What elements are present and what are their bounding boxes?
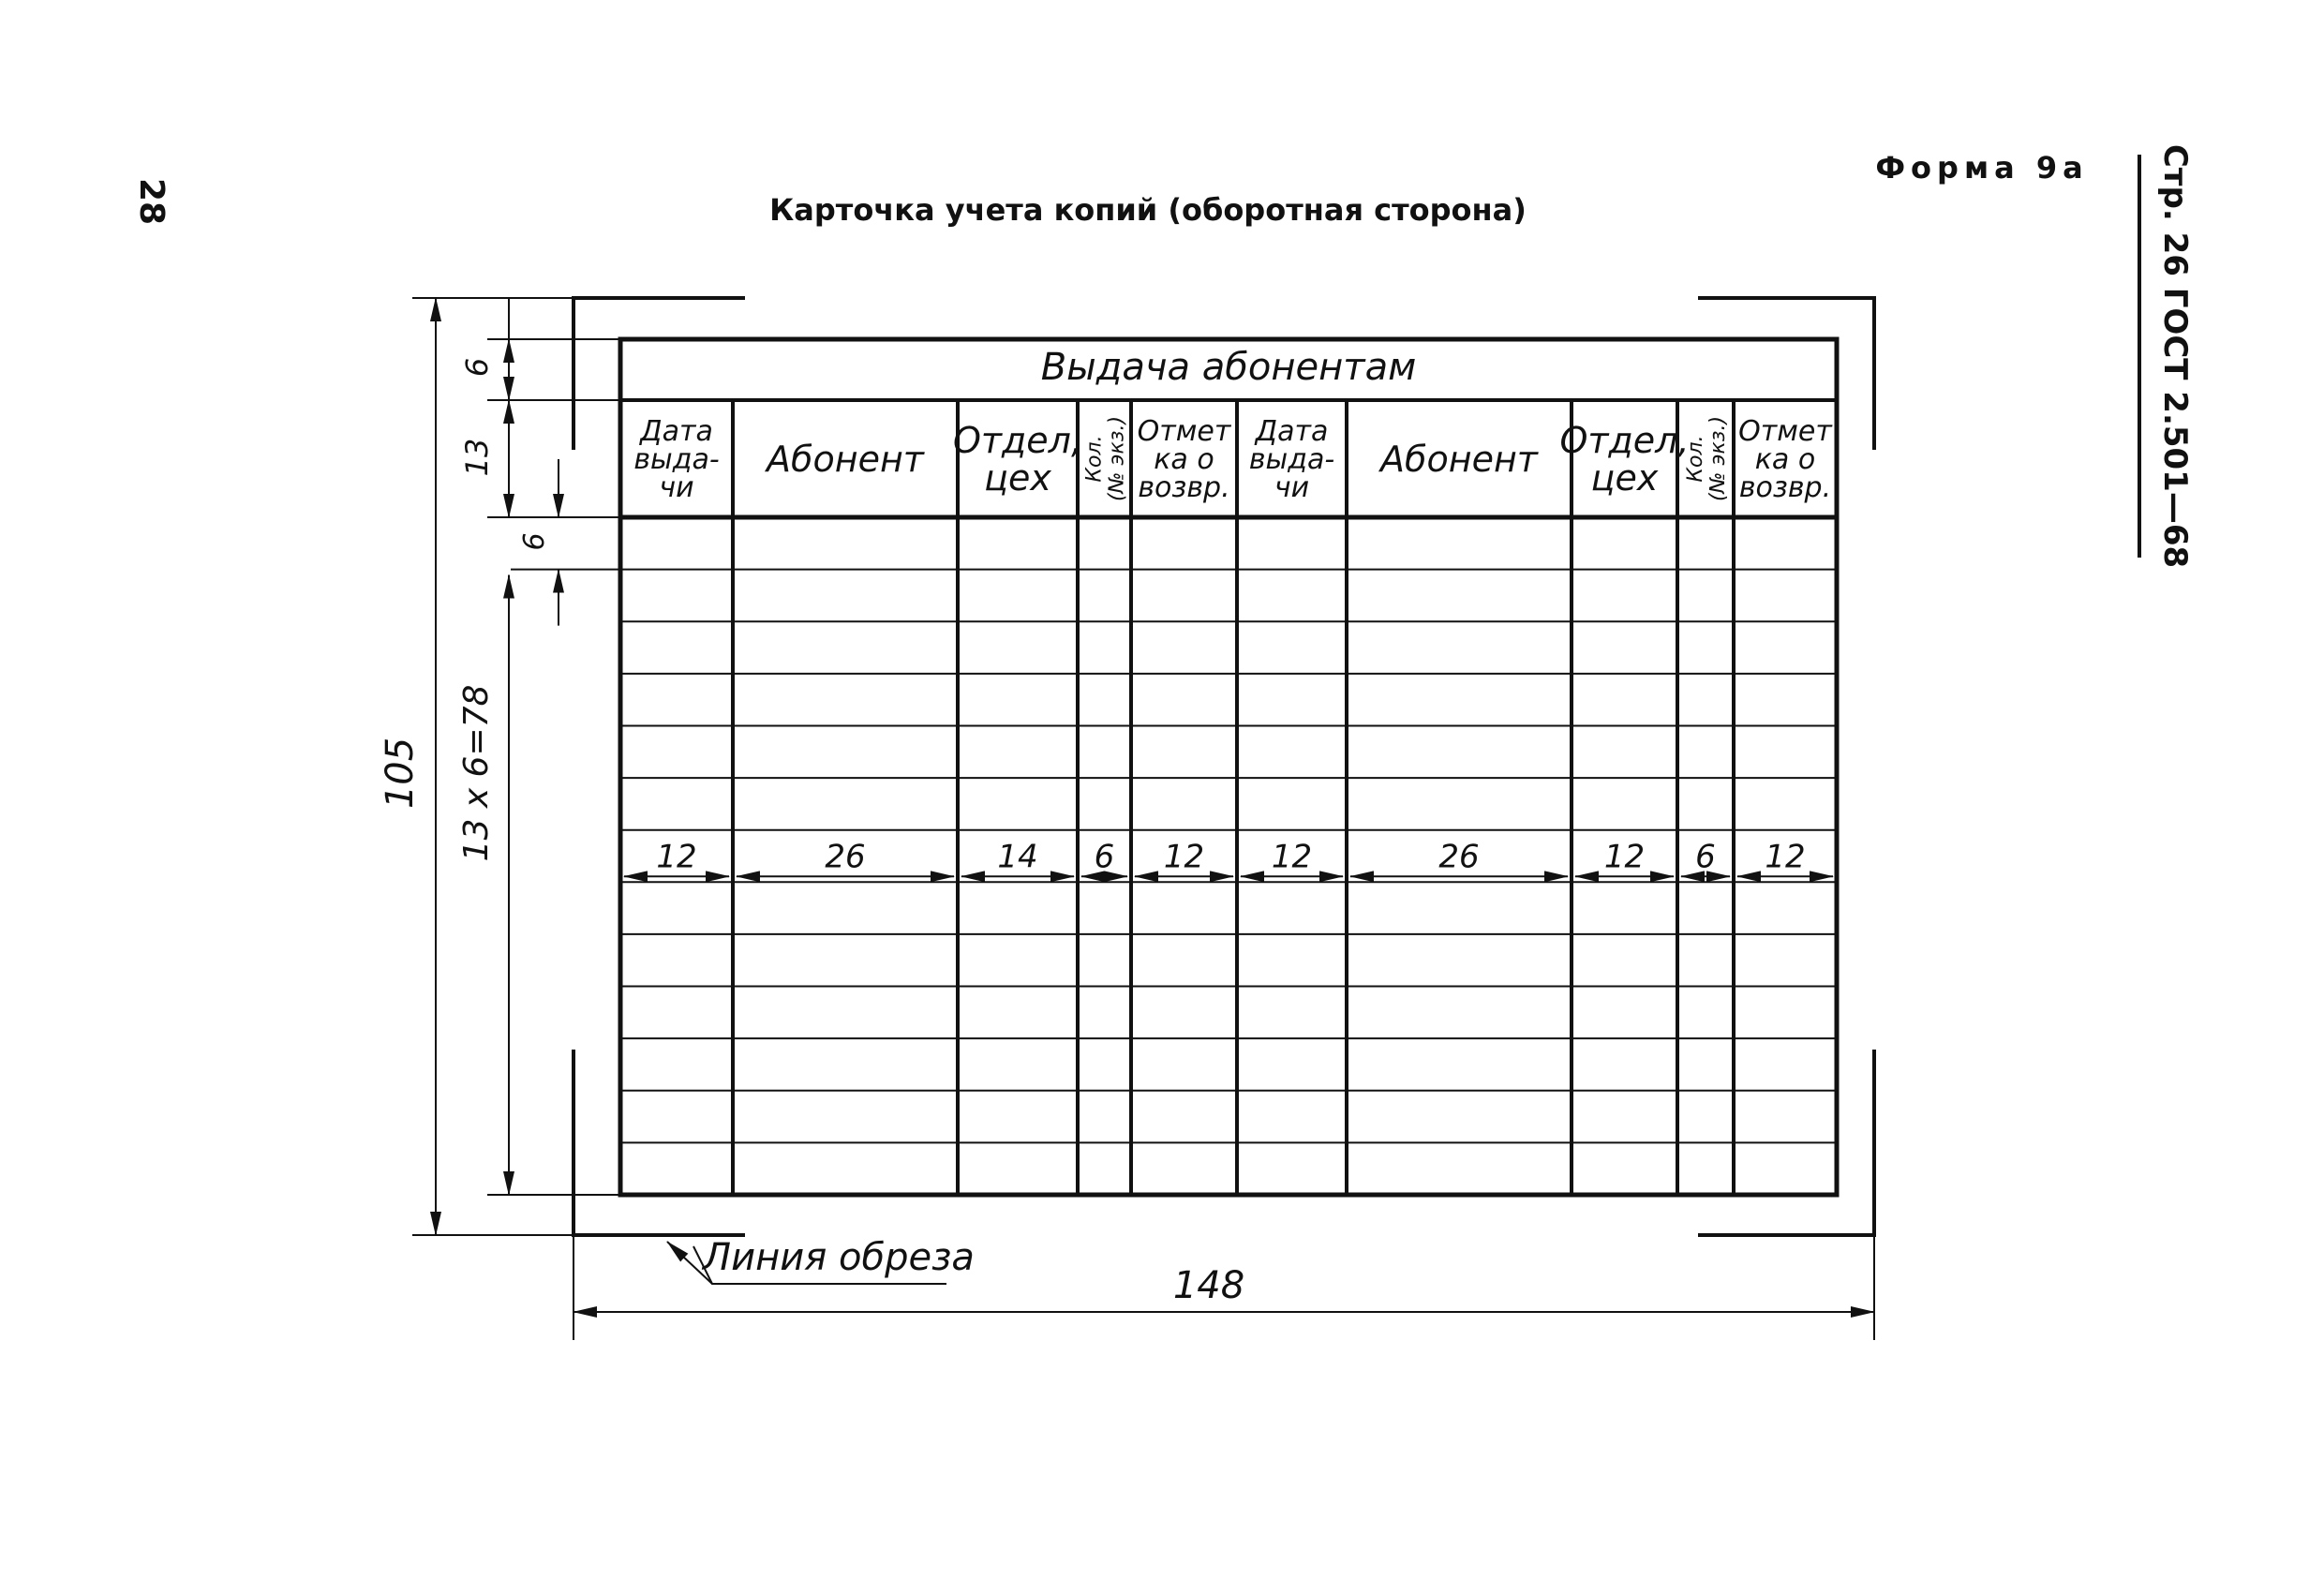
table-text [633,346,1833,875]
column-label: Дата выда-чи [1248,415,1335,504]
dim-width-total: 148 [1172,1264,1245,1307]
column-label: Отмет ка о возвр. [1137,415,1231,504]
dim-column-header-height: 13 [459,438,495,477]
side-label: Стр. 26 ГОСТ 2.501—68 [2156,143,2194,569]
dim-row-height: 6 [518,532,551,551]
cut-line-label: Линия обреза [703,1236,975,1279]
width-dimension-label: 12 [1271,838,1313,876]
width-dimension-label: 6 [1094,838,1115,876]
width-dimension-label: 6 [1695,838,1716,876]
column-label: Кол.(№ экз.) [1684,415,1730,502]
column-label: Абонент [767,438,924,480]
column-label: Отдел, цех [1559,419,1690,499]
width-dimension-label: 12 [1603,838,1646,876]
width-dimension-label: 14 [997,838,1038,876]
column-label: Отмет ка о возвр. [1738,415,1832,504]
table-header: Выдача абонентам [1040,346,1417,389]
dim-height-total: 105 [379,737,422,810]
column-label: Кол.(№ экз.) [1082,415,1129,502]
width-dimension-label: 26 [825,838,866,876]
form-label: Форма 9а [1875,150,2089,186]
width-dimension-label: 12 [1765,838,1806,876]
dim-rows-formula: 13 x 6=78 [457,684,496,862]
page-title: Карточка учета копий (оборотная сторона) [769,192,1527,228]
column-label: Абонент [1380,438,1538,480]
column-label: Отдел, цех [952,419,1083,499]
column-label: Дата выда-чи [633,415,720,504]
width-dimension-label: 12 [1163,838,1205,876]
page-number: 28 [132,177,171,226]
width-dimension-label: 12 [656,838,697,876]
width-dimension-label: 26 [1438,838,1480,876]
dim-header-height: 6 [459,357,495,378]
